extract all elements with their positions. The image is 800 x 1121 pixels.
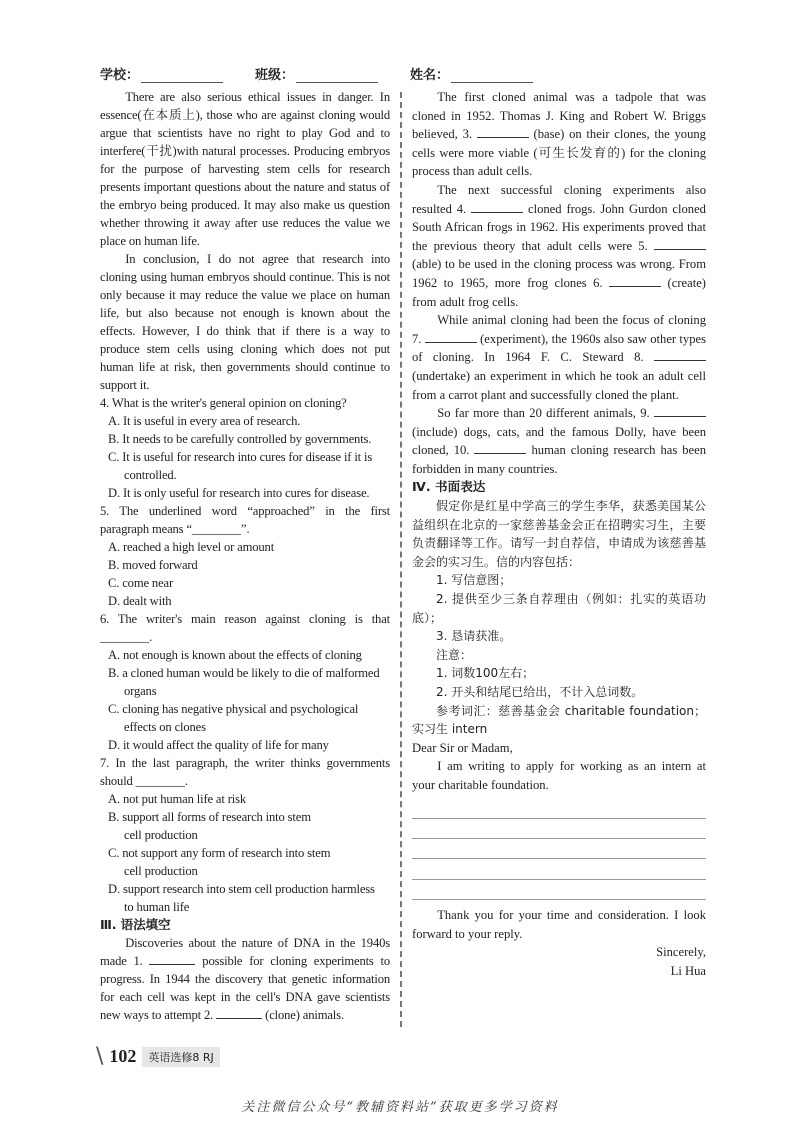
page-footer: [96, 1044, 220, 1069]
text: possible for cloning experiments to progress. In 1944 the discovery that genetic information for each cell was kept in the cell's DNA gave scientists new ways to attempt 2.: [100, 954, 391, 1022]
text: (create) from adult frog cells.: [412, 275, 706, 309]
text: So far more than 20 different animals, 9.: [437, 406, 650, 421]
writing-line[interactable]: [412, 859, 706, 879]
text: human cloning research has been forbidden in many countries.: [412, 443, 707, 476]
writing-line[interactable]: [412, 799, 706, 819]
answer-option[interactable]: [100, 574, 390, 592]
option-text-continued: cell production: [124, 828, 198, 842]
answer-option[interactable]: [100, 646, 390, 664]
grammar-paragraph: [100, 934, 390, 1024]
grammar-paragraph: [412, 88, 706, 181]
answer-blank[interactable]: [471, 200, 523, 213]
option-text: A. not enough is known about the effects of cloning: [108, 648, 362, 662]
class-label: 班级：: [255, 68, 295, 83]
writing-task: 假定你是红星中学高三的学生李华，获悉美国某公益组织在北京的一家慈善基金会正在招聘实习生，主要负责翻译等工作。请写一封自荐信，申请成为该慈善基金会的实习生。信的内容包括：: [412, 499, 706, 569]
writing-line[interactable]: [412, 880, 706, 900]
answer-blank[interactable]: [474, 441, 526, 454]
option-text: C. cloning has negative physical and psychological: [108, 702, 359, 716]
answer-blank[interactable]: [425, 330, 477, 343]
question-list: [100, 394, 390, 916]
answer-blank[interactable]: [477, 125, 529, 138]
letter-signature: Li Hua: [670, 963, 706, 978]
letter-greeting: Dear Sir or Madam,: [412, 740, 513, 755]
answer-option[interactable]: [100, 448, 390, 484]
column-divider: [400, 92, 402, 1027]
option-text: D. dealt with: [108, 594, 172, 608]
option-text: D. it would affect the quality of life for many: [108, 738, 329, 752]
answer-option[interactable]: [100, 592, 390, 610]
grammar-paragraph: [412, 181, 706, 311]
option-text: B. a cloned human would be likely to die of malformed: [108, 666, 380, 680]
watermark-text: 关注微信公众号“教辅资料站”获取更多学习资料: [241, 1100, 559, 1115]
footer-slash-mark: \: [96, 1044, 104, 1069]
school-blank[interactable]: [141, 68, 223, 83]
text: (clone) animals.: [265, 1008, 344, 1022]
option-text: A. It is useful in every area of research.: [108, 414, 301, 428]
text: The next successful cloning experiments also resulted 4.: [412, 182, 706, 216]
answer-option[interactable]: [100, 808, 390, 844]
grammar-paragraph: [412, 311, 706, 404]
option-text: A. reached a high level or amount: [108, 540, 275, 554]
answer-blank[interactable]: [609, 274, 661, 287]
option-text: D. It is only useful for research into cures for disease.: [108, 486, 370, 500]
question-stem: 4. What is the writer's general opinion on cloning?: [100, 396, 347, 410]
answer-blank[interactable]: [654, 404, 706, 417]
option-text: B. support all forms of research into stem: [108, 810, 311, 824]
writing-line[interactable]: [412, 819, 706, 839]
answer-blank[interactable]: [149, 952, 195, 965]
section-title: Ⅲ. 语法填空: [100, 917, 171, 932]
option-text-continued: cell production: [124, 864, 198, 878]
note: 1. 词数100左右；: [436, 666, 535, 681]
answer-option[interactable]: [100, 484, 390, 502]
question: [100, 754, 390, 916]
text: (undertake) an experiment in which he took an adult cell from a carrot plant and successfully cloned the plant.: [412, 368, 706, 402]
passage-paragraph: There are also serious ethical issues in danger. In essence(在本质上), those who are against cloning would argue that scientists have no right to play God and to interfere(干扰)with natural processes. Producing embryos for the purpose of harvesting stem cells for research presents important questions about the nature and status of the embryo being produced. It may also make us question whether throwing it away after use reduces the value we place on human life.: [100, 90, 390, 248]
text: The first cloned animal was a tadpole that was cloned in 1952. Thomas J. King and Robert W. Briggs believed, 3.: [412, 90, 706, 142]
answer-option[interactable]: [100, 664, 390, 700]
question-stem: 7. In the last paragraph, the writer thinks governments should ________.: [100, 756, 390, 788]
option-text-continued: controlled.: [124, 468, 177, 482]
section-title: Ⅳ. 书面表达: [412, 479, 486, 495]
option-text-continued: to human life: [124, 900, 190, 914]
book-title: 英语选修8 RJ: [142, 1047, 219, 1067]
option-text: C. come near: [108, 576, 173, 590]
text: cloned frogs. John Gurdon cloned South African frogs in 1962. His experiments proved that the previous theory that adult cells were 5.: [412, 201, 706, 253]
option-text: B. moved forward: [108, 558, 198, 572]
answer-blank[interactable]: [216, 1006, 262, 1019]
answer-blank[interactable]: [654, 237, 706, 250]
left-column: [100, 88, 390, 1024]
note: 2. 开头和结尾已给出，不计入总词数。: [436, 685, 644, 699]
answer-option[interactable]: [100, 790, 390, 808]
answer-option[interactable]: [100, 538, 390, 556]
letter-closing: Thank you for your time and consideration. I look forward to your reply.: [412, 908, 706, 941]
vocabulary-hint: 参考词汇：慈善基金会 charitable foundation；实习生 intern: [412, 703, 706, 737]
passage-paragraph: In conclusion, I do not agree that research into cloning using human embryos should continue. This is not only because it may reduce the value we place on human life, but also because not enough is known about the effects. However, I do think that if there is a way to produce stem cells using cloning which does not put human life at risk, then governments should continue to support it.: [100, 252, 390, 392]
option-text: A. not put human life at risk: [108, 792, 247, 806]
page-number: 102: [109, 1046, 137, 1066]
text: While animal cloning had been the focus of cloning 7.: [412, 313, 706, 346]
name-label: 姓名：: [410, 68, 450, 83]
task-point: 2. 提供至少三条自荐理由（例如：扎实的英语功底）；: [412, 592, 706, 625]
answer-option[interactable]: [100, 880, 390, 916]
writing-line[interactable]: [412, 839, 706, 859]
option-text-continued: organs: [124, 684, 157, 698]
text: (experiment), the 1960s also saw other types of cloning. In 1964 F. C. Steward 8.: [412, 331, 706, 365]
option-text: B. It needs to be carefully controlled by governments.: [108, 432, 372, 446]
text: (include) dogs, cats, and the famous Dolly, have been cloned, 10.: [412, 424, 706, 458]
student-info-header: [100, 64, 565, 83]
text: (able) to be used in the cloning process was wrong. From 1962 to 1965, more frog clones 6.: [412, 257, 706, 290]
question-stem: 5. The underlined word “approached” in the first paragraph means “________”.: [100, 504, 390, 536]
task-point: 1. 写信意图；: [436, 573, 512, 588]
answer-option[interactable]: [100, 700, 390, 736]
option-text: C. not support any form of research into stem: [108, 846, 331, 860]
question-stem: 6. The writer's main reason against cloning is that ________.: [100, 612, 390, 644]
class-field[interactable]: [255, 64, 378, 83]
task-point: 3. 恳请获准。: [436, 629, 512, 644]
option-text: D. support research into stem cell production harmless: [108, 882, 375, 896]
name-field[interactable]: [410, 64, 533, 83]
class-blank[interactable]: [296, 68, 378, 83]
answer-option[interactable]: [100, 556, 390, 574]
answer-option[interactable]: [100, 412, 390, 430]
school-label: 学校：: [100, 68, 140, 83]
text: Discoveries about the nature of DNA in the 1940s made 1.: [100, 936, 390, 968]
answer-blank[interactable]: [654, 348, 706, 361]
answer-option[interactable]: [100, 844, 390, 880]
text: (base) on their clones, the young cells were more viable (可生长发育的) for the cloning process than adult cells.: [412, 127, 706, 179]
question: [100, 610, 390, 754]
school-field[interactable]: [100, 64, 223, 83]
note-title: 注意：: [436, 647, 473, 662]
option-text-continued: effects on clones: [124, 720, 206, 734]
answer-option[interactable]: [100, 430, 390, 448]
option-text: C. It is useful for research into cures for disease if it is: [108, 450, 373, 464]
writing-area[interactable]: [412, 799, 706, 900]
question: [100, 502, 390, 610]
grammar-paragraph: [412, 404, 706, 478]
question: [100, 394, 390, 502]
right-column: [412, 88, 706, 980]
letter-opening: I am writing to apply for working as an intern at your charitable foundation.: [412, 759, 706, 792]
letter-signoff: Sincerely,: [656, 945, 706, 960]
answer-option[interactable]: [100, 736, 390, 754]
name-blank[interactable]: [451, 68, 533, 83]
